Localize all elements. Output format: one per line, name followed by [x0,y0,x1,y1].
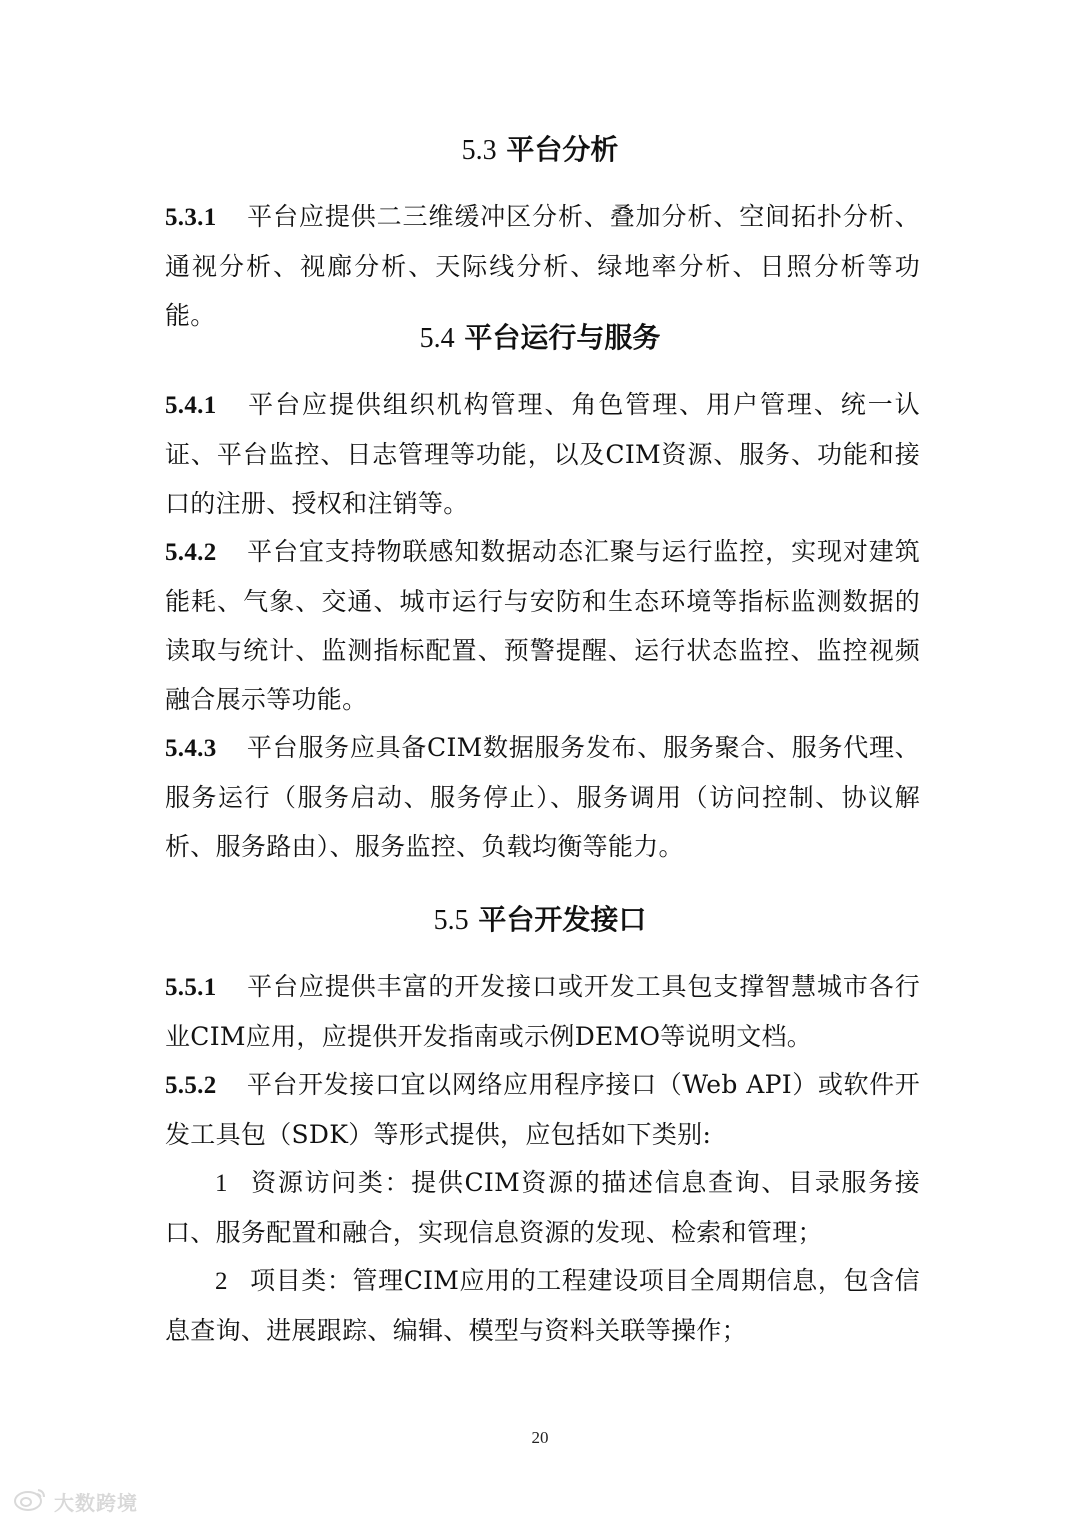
clause-text: 平台开发接口宜以网络应用程序接口（Web API）或软件开发工具包（SDK）等形式提供，应包括如下类别: [165,1070,920,1149]
clause-text: 平台应提供组织机构管理、角色管理、用户管理、统一认证、平台监控、日志管理等功能，以及CIM资源、服务、功能和接口的注册、授权和注销等。 [165,390,920,518]
list-item-text: 资源访问类：提供CIM资源的描述信息查询、目录服务接口、服务配置和融合，实现信息资源的发现、检索和管理； [165,1168,920,1247]
weibo-logo-icon [12,1486,48,1516]
clause-5-5-2 [165,1060,920,1159]
section-title: 平台开发接口 [478,903,647,936]
clause-number: 5.5.2 [165,1072,217,1099]
watermark-text: 大数跨境 [54,1490,138,1515]
section-number: 5.4 [419,323,455,354]
section-title: 平台分析 [506,133,619,166]
clause-text: 平台应提供二三维缓冲区分析、叠加分析、空间拓扑分析、通视分析、视廊分析、天际线分析、绿地率分析、日照分析等功能。 [165,202,920,330]
list-item-1 [165,1158,920,1257]
page-number: 20 [531,1428,549,1447]
list-item-number: 2 [215,1268,228,1295]
clause-number: 5.3.1 [165,204,217,231]
clause-5-3-1 [165,192,920,340]
clause-number: 5.5.1 [165,974,217,1001]
section-heading-5-4 [0,320,1080,357]
section-heading-5-3 [0,132,1080,169]
list-item-2 [165,1256,920,1355]
clause-text: 平台宜支持物联感知数据动态汇聚与运行监控，实现对建筑能耗、气象、交通、城市运行与安防和生态环境等指标监测数据的读取与统计、监测指标配置、预警提醒、运行状态监控、监控视频融合展示等功能。 [165,537,920,714]
clause-5-4-1 [165,380,920,528]
section-number: 5.5 [433,905,469,936]
clause-text: 平台应提供丰富的开发接口或开发工具包支撑智慧城市各行业CIM应用，应提供开发指南或示例DEMO等说明文档。 [165,972,920,1051]
clause-text: 平台服务应具备CIM数据服务发布、服务聚合、服务代理、服务运行（服务启动、服务停止）、服务调用（访问控制、协议解析、服务路由）、服务监控、负载均衡等能力。 [165,733,920,861]
clause-5-4-3 [165,723,920,871]
section-number: 5.3 [461,135,497,166]
list-item-number: 1 [215,1170,228,1197]
clause-5-4-2 [165,527,920,724]
watermark [12,1486,138,1516]
clause-number: 5.4.2 [165,539,217,566]
section-title: 平台运行与服务 [464,321,661,354]
list-item-text: 项目类：管理CIM应用的工程建设项目全周期信息，包含信息查询、进展跟踪、编辑、模型与资料关联等操作； [165,1266,920,1345]
clause-number: 5.4.1 [165,392,217,419]
clause-5-5-1 [165,962,920,1061]
clause-number: 5.4.3 [165,735,217,762]
section-heading-5-5 [0,902,1080,939]
